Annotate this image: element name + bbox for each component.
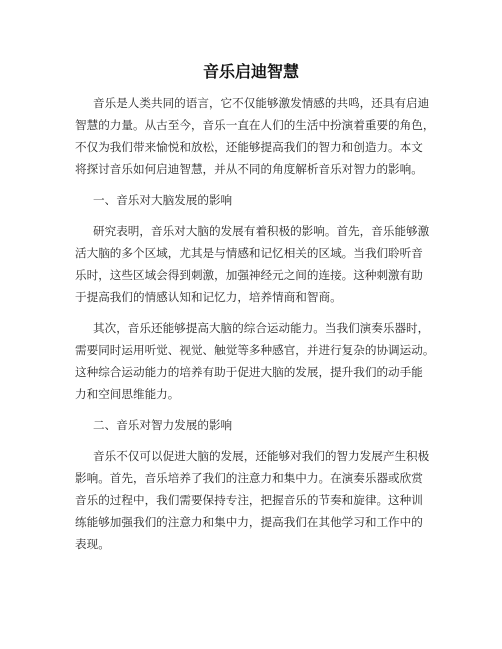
- section-heading-1: 一、音乐对大脑发展的影响: [93, 193, 233, 207]
- intro-line-1: 音乐是人类共同的语言，它不仅能够激发情感的共鸣，还具有启迪: [93, 96, 430, 110]
- section1-p2-line-3: 这种综合运动能力的培养有助于促进大脑的发展，提升我们的动手能: [75, 365, 423, 379]
- intro-line-2: 智慧的力量。从古至今，音乐一直在人们的生活中扮演着重要的角色，: [75, 118, 435, 132]
- section1-p1-line-3: 乐时，这些区域会得到刺激，加强神经元之间的连接。这种刺激有助: [75, 268, 423, 282]
- section1-p2-line-1: 其次，音乐还能够提高大脑的综合运动能力。当我们演奏乐器时，: [93, 321, 430, 335]
- section2-p1-line-3: 音乐的过程中，我们需要保持专注，把握音乐的节奏和旋律。这种训: [75, 493, 423, 507]
- section-heading-2: 二、音乐对智力发展的影响: [93, 418, 233, 432]
- section2-p1-line-4: 练能够加强我们的注意力和集中力，提高我们在其他学习和工作中的: [75, 515, 423, 529]
- intro-line-4: 将探讨音乐如何启迪智慧，并从不同的角度解析音乐对智力的影响。: [75, 162, 423, 176]
- section1-p2-line-4: 力和空间思维能力。: [75, 387, 180, 401]
- section2-p1-line-5: 表现。: [75, 537, 110, 551]
- section1-p1-line-4: 于提高我们的情感认知和记忆力，培养情商和智商。: [75, 290, 342, 304]
- section1-p1-line-2: 活大脑的多个区域，尤其是与情感和记忆相关的区域。当我们聆听音: [75, 246, 423, 260]
- document-title: 音乐启迪智慧: [202, 62, 299, 81]
- section2-p1-line-1: 音乐不仅可以促进大脑的发展，还能够对我们的智力发展产生积极: [93, 449, 430, 463]
- section1-p1-line-1: 研究表明，音乐对大脑的发展有着积极的影响。首先，音乐能够激: [93, 224, 430, 238]
- section1-p2-line-2: 需要同时运用听觉、视觉、触觉等多种感官，并进行复杂的协调运动。: [75, 343, 435, 357]
- section2-p1-line-2: 影响。首先，音乐培养了我们的注意力和集中力。在演奏乐器或欣赏: [75, 471, 423, 485]
- intro-line-3: 不仅为我们带来愉悦和放松，还能够提高我们的智力和创造力。本文: [75, 140, 423, 154]
